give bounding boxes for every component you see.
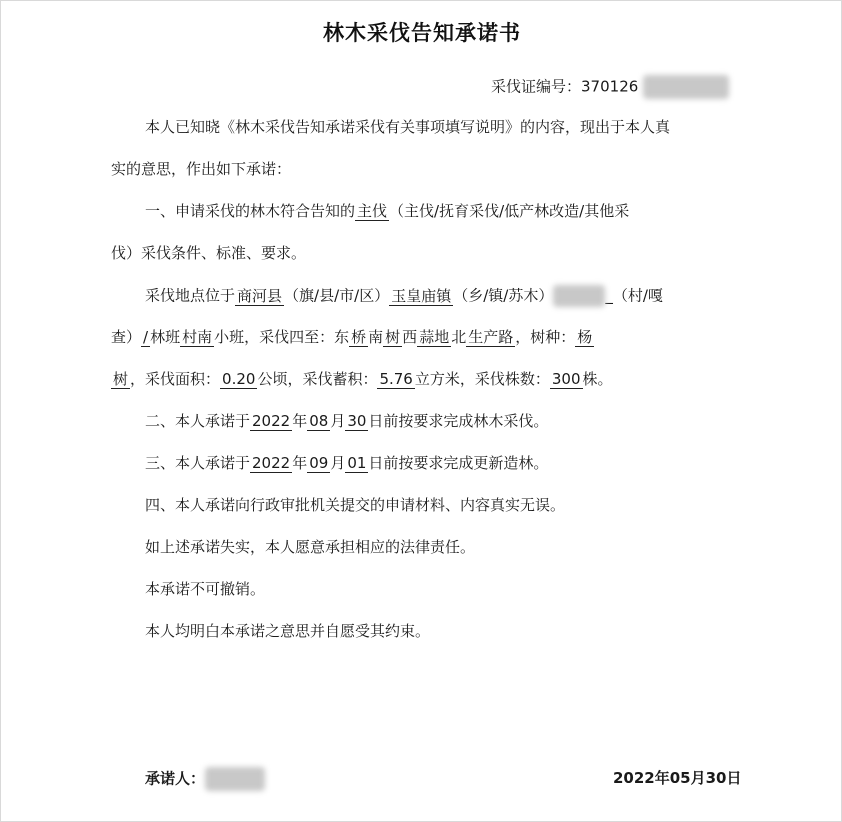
town-field: 玉皇庙镇: [391, 286, 452, 305]
harvest-year-field: 2022: [252, 412, 291, 430]
location-line-1: 采伐地点位于 商河县 （旗/县/市/区） 玉皇庙镇 （乡/镇/苏木） _（村/嘎: [145, 285, 663, 307]
signing-date: 2022年05月30日: [613, 769, 742, 787]
signer-label: 承诺人：: [145, 769, 206, 788]
replant-year-field: 2022: [252, 454, 291, 472]
redacted-village: [553, 285, 605, 307]
replant-month-field: 09: [309, 454, 329, 472]
cert-number-label: 采伐证编号：: [491, 77, 582, 96]
east-boundary-field: 桥: [351, 328, 367, 346]
volume-field: 5.76: [379, 370, 413, 388]
harvest-day-field: 30: [347, 412, 367, 430]
tree-count-field: 300: [551, 370, 581, 388]
clause-2: 二、本人承诺于 2022 年 08 月 30 日前按要求完成林木采伐。: [145, 412, 549, 430]
clause-3: 三、本人承诺于 2022 年 09 月 01 日前按要求完成更新造林。: [145, 454, 549, 472]
clause-1-line-1: 一、申请采伐的林木符合告知的 主伐 （主伐/抚育采伐/低产林改造/其他采: [145, 202, 630, 220]
species-field-part-2: 树: [113, 370, 129, 388]
clause-5: 如上述承诺失实，本人愿意承担相应的法律责任。: [145, 538, 476, 556]
intro-line-1: 本人已知晓《林木采伐告知承诺采伐有关事项填写说明》的内容，现出于本人真: [145, 118, 671, 136]
west-boundary-field: 蒜地: [419, 328, 450, 346]
south-boundary-field: 树: [385, 328, 401, 346]
cut-type-field: 主伐: [357, 202, 388, 220]
intro-line-2: 实的意思，作出如下承诺：: [111, 160, 292, 178]
harvest-month-field: 08: [309, 412, 329, 430]
location-line-3: 树 ，采伐面积： 0.20 公顷，采伐蓄积： 5.76 立方米，采伐株数： 300 株。: [113, 370, 613, 388]
cert-number-value: 370126: [581, 77, 639, 96]
species-field-part-1: 杨: [577, 328, 593, 346]
redacted-signer-name: [205, 767, 265, 791]
area-field: 0.20: [222, 370, 256, 388]
subclass-field: 村南: [182, 328, 213, 346]
document-title: 林木采伐告知承诺书: [323, 21, 521, 45]
replant-day-field: 01: [347, 454, 367, 472]
forest-class-field: /: [143, 328, 149, 346]
clause-7: 本人均明白本承诺之意思并自愿受其约束。: [145, 622, 431, 640]
county-field: 商河县: [237, 286, 283, 305]
redacted-cert-digits: [643, 75, 729, 99]
signer-line: [145, 767, 265, 791]
clause-4: 四、本人承诺向行政审批机关提交的申请材料、内容真实无误。: [145, 496, 566, 514]
north-boundary-field: 生产路: [468, 328, 514, 346]
clause-1-line-2: 伐）采伐条件、标准、要求。: [111, 244, 307, 262]
location-line-2: 查） / 林班 村南 小班，采伐四至：东 桥 南 树 西 蒜地 北 生产路 ，树种： 杨: [111, 328, 593, 346]
clause-6: 本承诺不可撤销。: [145, 580, 266, 598]
cert-number-line: [491, 75, 729, 99]
